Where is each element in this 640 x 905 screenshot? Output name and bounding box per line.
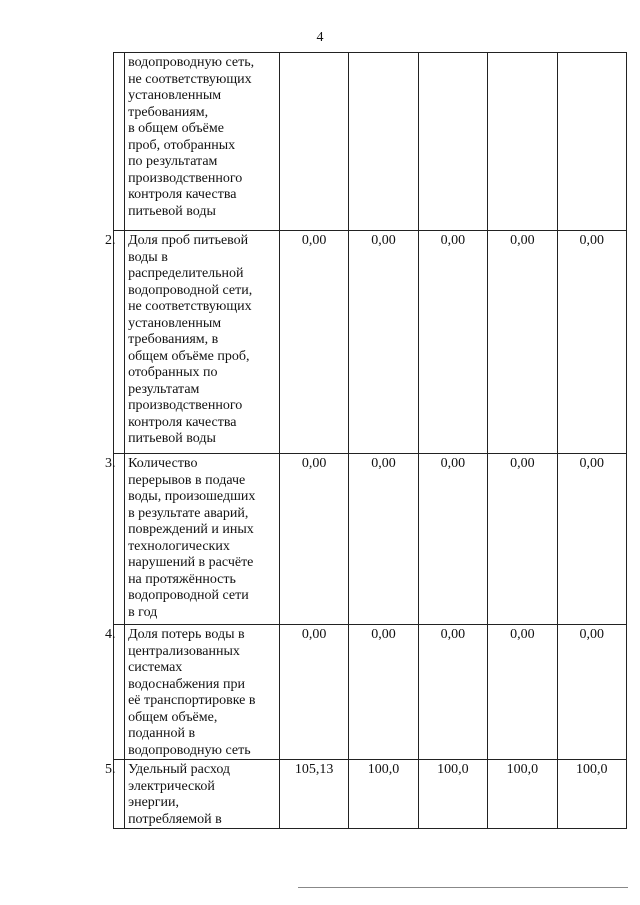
table-row	[114, 760, 627, 829]
value-cell: 0,00	[279, 625, 348, 760]
value-cell: 0,00	[488, 625, 557, 760]
indicators-table	[105, 52, 627, 829]
row-number: 5.	[114, 760, 125, 829]
value-cell: 0,00	[557, 625, 626, 760]
value-cell: 0,00	[488, 454, 557, 625]
table-row	[114, 231, 627, 454]
indicator-description: Количество перерывов в подаче воды, произошедших в результате аварий, повреждений и иных технологических нарушений в расчёте на протяжённость водопроводной сети в год	[125, 454, 280, 625]
value-cell: 0,00	[418, 454, 487, 625]
value-cell: 100,0	[349, 760, 418, 829]
value-cell	[557, 53, 626, 231]
value-cell: 105,13	[279, 760, 348, 829]
value-cell: 0,00	[557, 231, 626, 454]
table-row	[114, 625, 627, 760]
row-number: 2.	[114, 231, 125, 454]
value-cell	[349, 53, 418, 231]
value-cell	[279, 53, 348, 231]
value-cell: 100,0	[557, 760, 626, 829]
value-cell: 0,00	[279, 454, 348, 625]
value-cell: 0,00	[557, 454, 626, 625]
row-number: 4.	[114, 625, 125, 760]
indicator-description: Удельный расход электрической энергии, потребляемой в	[125, 760, 280, 829]
row-number: 3.	[114, 454, 125, 625]
page-number: 4	[316, 30, 324, 45]
indicator-description: водопроводную сеть, не соответствующих установленным требованиям, в общем объёме проб, отобранных по результатам производственного контроля качества питьевой воды	[125, 53, 280, 231]
value-cell	[488, 53, 557, 231]
value-cell: 0,00	[349, 625, 418, 760]
value-cell: 0,00	[418, 625, 487, 760]
value-cell: 100,0	[488, 760, 557, 829]
table-row	[114, 454, 627, 625]
table-row	[114, 53, 627, 231]
value-cell: 100,0	[418, 760, 487, 829]
value-cell: 0,00	[349, 454, 418, 625]
value-cell	[418, 53, 487, 231]
value-cell: 0,00	[488, 231, 557, 454]
value-cell: 0,00	[349, 231, 418, 454]
value-cell: 0,00	[279, 231, 348, 454]
indicator-description: Доля потерь воды в централизованных системах водоснабжения при её транспортировке в общем объёме, поданной в водопроводную сеть	[125, 625, 280, 760]
footer-divider	[298, 887, 628, 888]
row-number	[114, 53, 125, 231]
indicator-description: Доля проб питьевой воды в распределительной водопроводной сети, не соответствующих установленным требованиям, в общем объёме проб, отобранных по результатам производственного контроля качества питьевой воды	[125, 231, 280, 454]
value-cell: 0,00	[418, 231, 487, 454]
